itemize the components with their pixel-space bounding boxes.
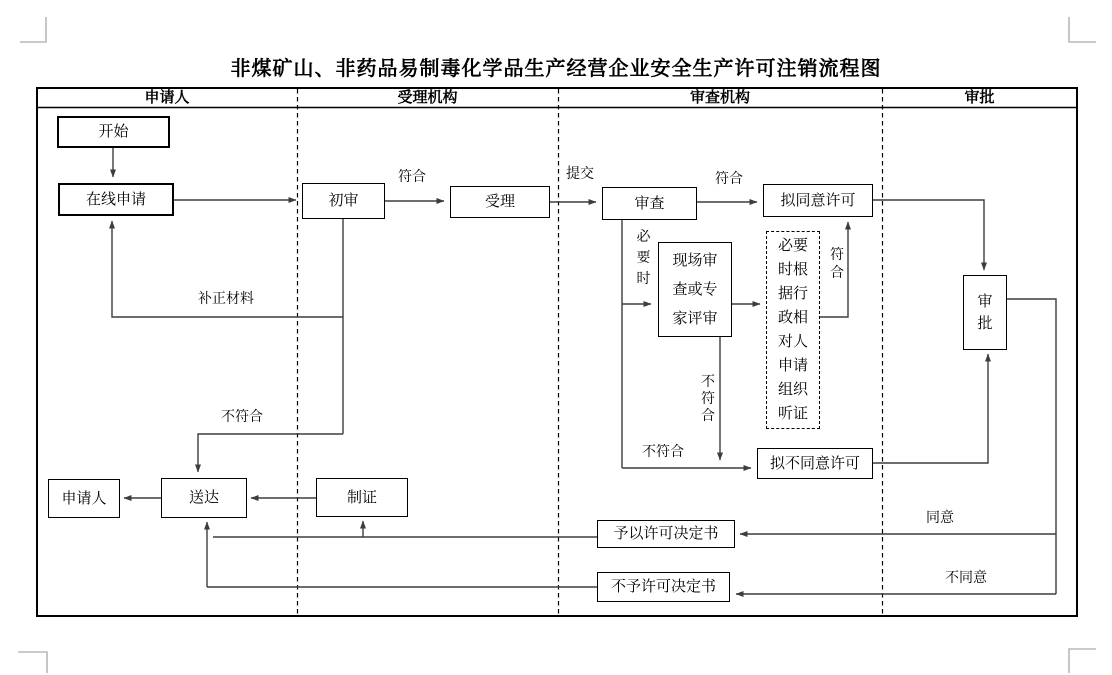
edge-label-supplement-materials: 补正材料 <box>198 290 254 306</box>
node-approve <box>963 275 1007 350</box>
edge-label-not-conform-site: 不符合 <box>701 373 715 423</box>
lane-header-applicant: 申请人 <box>144 89 190 106</box>
node-deliver-label: 送达 <box>188 489 219 507</box>
node-propose-approve-label: 拟同意许可 <box>780 191 856 209</box>
edge-label-submit: 提交 <box>566 165 594 181</box>
node-propose-approve <box>763 184 873 217</box>
node-approve-label: 审批 <box>977 292 993 332</box>
node-applicant-end-label: 申请人 <box>61 489 107 507</box>
node-deliver <box>161 478 247 518</box>
node-deny-decision <box>597 572 730 602</box>
edge-label-not-conform-initial: 不符合 <box>221 408 263 424</box>
node-hearing-label: 必要时根据行政相对人申请组织听证 <box>777 237 808 422</box>
edge-label-when-necessary: 必要时 <box>636 228 651 286</box>
node-start <box>57 116 170 148</box>
edge-label-conform-hearing: 符合 <box>830 246 844 280</box>
edge-label-disagree: 不同意 <box>945 569 987 585</box>
edge-propose-approve-to-approve <box>873 200 984 270</box>
edge-label-not-conform-review: 不符合 <box>642 443 684 459</box>
node-propose-disapprove-label: 拟不同意许可 <box>769 454 860 472</box>
node-initial-review-label: 初审 <box>328 192 359 210</box>
node-review-label: 审查 <box>634 194 665 212</box>
edge-label-agree: 同意 <box>926 509 954 525</box>
node-make-cert-label: 制证 <box>346 488 377 506</box>
node-grant-decision <box>597 520 735 548</box>
page-crop-marks <box>18 17 1096 673</box>
node-start-label: 开始 <box>98 123 129 141</box>
node-make-cert <box>316 478 408 517</box>
node-initial-review <box>302 183 385 219</box>
node-accept <box>450 186 550 218</box>
edge-approve-out <box>1007 299 1056 594</box>
node-grant-decision-label: 予以许可决定书 <box>613 525 719 543</box>
node-accept-label: 受理 <box>484 193 515 211</box>
node-site-review <box>658 242 732 337</box>
node-review <box>602 187 697 220</box>
diagram-title: 非煤矿山、非药品易制毒化学品生产经营企业安全生产许可注销流程图 <box>230 58 882 80</box>
node-online-apply <box>58 183 174 216</box>
lane-header-accepting-agency: 受理机构 <box>397 89 458 106</box>
node-deny-decision-label: 不予许可决定书 <box>610 578 716 596</box>
edge-initial-notconform-to-deliver <box>198 434 343 472</box>
edge-label-conform-review: 符合 <box>715 170 743 186</box>
edge-disapprove-to-approve <box>873 354 988 463</box>
lane-header-approval: 审批 <box>964 89 995 106</box>
flow-connectors <box>112 148 1056 594</box>
node-applicant-end <box>48 479 120 518</box>
node-online-apply-label: 在线申请 <box>85 190 146 208</box>
lane-header-review-agency: 审查机构 <box>689 89 750 106</box>
edge-label-conform-initial: 符合 <box>398 168 426 184</box>
node-hearing <box>766 231 820 429</box>
node-site-review-label: 现场审查或专家评审 <box>672 252 718 327</box>
node-propose-disapprove <box>757 448 873 479</box>
